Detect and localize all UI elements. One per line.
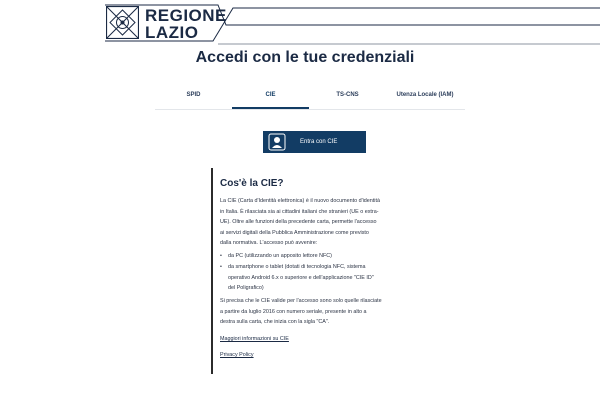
page-title: Accedi con le tue credenziali xyxy=(195,49,415,66)
bullet-line: • da smartphone o tablet (dotati di tecnologia NFC, sistema xyxy=(228,264,366,270)
privacy-policy-link[interactable]: Privacy Policy xyxy=(220,352,254,358)
brand-name[interactable] xyxy=(145,7,227,41)
list-item xyxy=(228,251,408,262)
bullet-line: del Poligrafico) xyxy=(228,285,264,292)
info-note-line: destra sulla carta, che inizia con la sigla "CA". xyxy=(220,319,330,326)
regione-lazio-logo-icon[interactable] xyxy=(106,6,139,39)
login-tabs xyxy=(155,83,465,110)
cie-info-panel xyxy=(211,168,420,374)
brand-line-2: LAZIO xyxy=(145,23,199,42)
list-item xyxy=(228,262,408,294)
tab-ts-cns[interactable]: TS-CNS xyxy=(336,92,359,98)
header-decor-lines xyxy=(0,0,610,46)
info-intro-line: UE). Oltre alle funzioni della precedente carta, permette l'accesso xyxy=(220,219,377,226)
info-intro-line: in Italia. È rilasciata sia ai cittadini italiani che stranieri (UE o extra- xyxy=(220,208,379,215)
bullet-line: operativo Android 6.x o superiore e dell'applicazione "CIE ID" xyxy=(228,274,374,281)
info-note xyxy=(220,296,415,328)
tab-spid[interactable]: SPID xyxy=(186,92,201,98)
info-intro-line: dalla normativa. L'accesso può avvenire: xyxy=(220,240,318,247)
tab-utenza-locale[interactable]: Utenza Locale (IAM) xyxy=(396,92,454,98)
more-info-cie-link[interactable]: Maggiori informazioni su CIE xyxy=(220,336,289,342)
entra-con-cie-button[interactable] xyxy=(263,131,366,153)
cie-button-label: Entra con CIE xyxy=(300,139,338,145)
info-note-line: a partire da luglio 2016 con numero seriale, presente in alto a xyxy=(220,308,367,315)
cie-card-icon xyxy=(268,133,286,151)
info-note-line: Si precisa che le CIE valide per l'accesso sono solo quelle rilasciate xyxy=(220,298,382,304)
info-intro xyxy=(220,196,415,249)
info-intro-line: La CIE (Carta d'Identità elettronica) è il nuovo documento d'identità xyxy=(220,198,380,204)
brand-line-1: REGIONE xyxy=(145,6,227,25)
header xyxy=(0,0,610,46)
tab-cie[interactable]: CIE xyxy=(232,83,309,109)
bullet-line: • da PC (utilizzando un apposito lettore NFC) xyxy=(228,253,332,259)
info-title: Cos'è la CIE? xyxy=(220,178,284,189)
info-intro-line: ai servizi digitali della Pubblica Amministrazione come previsto xyxy=(220,229,369,236)
